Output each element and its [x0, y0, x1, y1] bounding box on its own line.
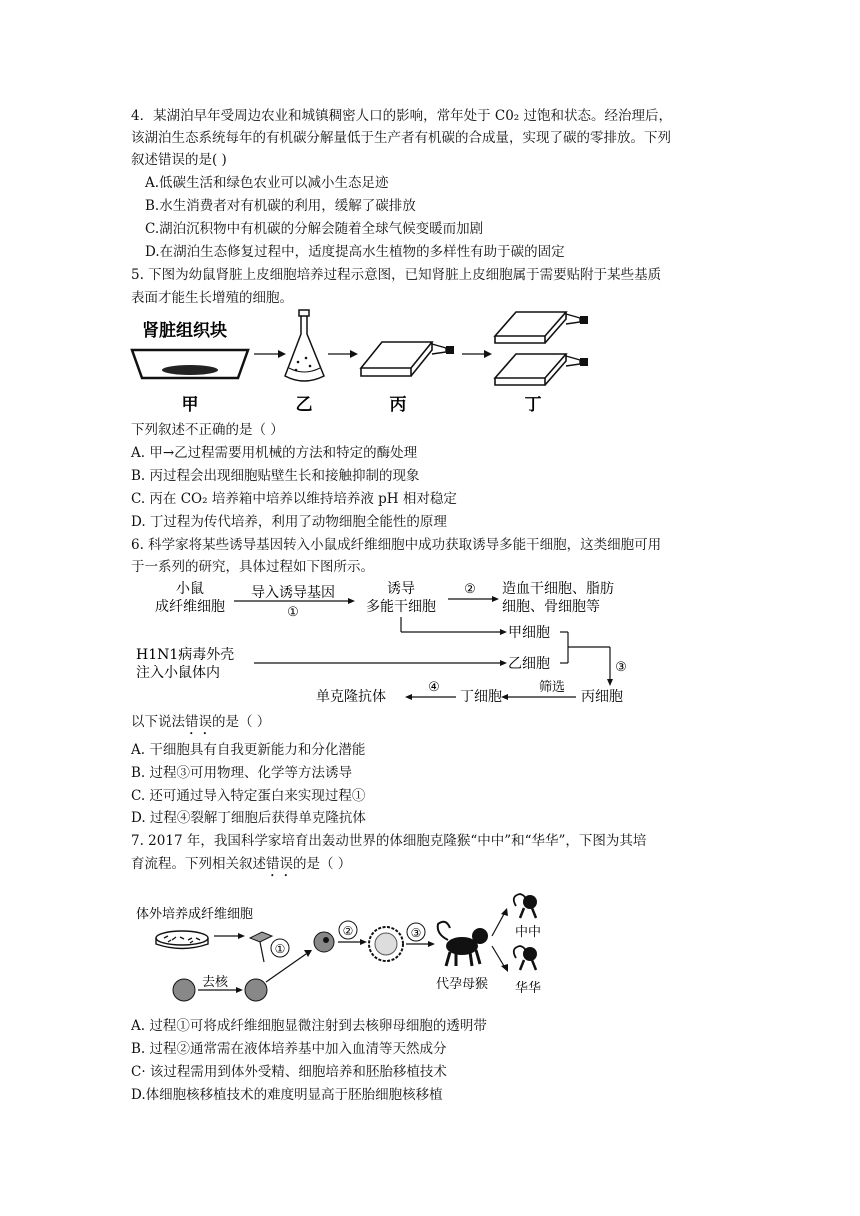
q5-stem-line2: 表面才能生长增殖的细胞。 [131, 290, 293, 306]
step3-number: ③ [410, 926, 422, 940]
q7-option-d: D.体细胞核移植技术的难度明显高于胚胎细胞核移植 [131, 1087, 443, 1103]
enucleated-oocyte-icon [245, 979, 267, 1001]
baby-monkey-huahua-icon [514, 946, 537, 970]
q4-option-c: C.湖泊沉积物中有机碳的分解会随着全球气候变暖而加剧 [145, 221, 484, 237]
q5-option-a: A. 甲→乙过程需要用机械的方法和特定的酶处理 [131, 445, 418, 461]
q4-option-a: A.低碳生活和绿色农业可以减小生态足迹 [145, 175, 389, 191]
cell-bing-label: 丙细胞 [581, 689, 623, 705]
q6-prompt: 以下说法错误的是（ ） [131, 714, 271, 730]
mouse-label-2: 成纤维细胞 [155, 599, 225, 615]
mouse-label-1: 小鼠 [176, 581, 204, 597]
q6-option-d: D. 过程④裂解丁细胞后获得单克隆抗体 [131, 810, 366, 826]
ips-label-1: 诱导 [387, 581, 415, 597]
q7-stem-line2: 育流程。下列相关叙述错误的是（ ） [131, 856, 352, 872]
arrow2-number: ② [464, 582, 476, 597]
q5-option-c: C. 丙在 CO₂ 培养箱中培养以维持培养液 pH 相对稳定 [131, 491, 457, 507]
screen-label: 筛选 [538, 680, 566, 695]
q4-stem-line2: 该湖泊生态系统每年的有机碳分解量低于生产者有机碳的合成量，实现了碳的零排放。下列 [131, 130, 671, 146]
oocyte-icon [173, 979, 195, 1001]
arrow4-number: ④ [428, 680, 440, 695]
differentiated-label-1: 造血干细胞、脂肪 [502, 581, 614, 597]
petri-dish-icon [156, 931, 208, 949]
surrogate-label: 代孕母猴 [435, 977, 489, 992]
q7-option-b: B. 过程②通常需在液体培养基中加入血清等天然成分 [131, 1041, 447, 1057]
stage-label-bing: 丙 [389, 395, 407, 415]
q7-stem-line1: 7. 2017 年，我国科学家培育出轰动世界的体细胞克隆猴“中中”和“华华”，下图为其培 [131, 833, 647, 849]
q4-stem-line1: 4．某湖泊早年受周边农业和城镇稠密人口的影响，常年处于 C0₂ 过饱和状态。经治理后， [131, 108, 673, 124]
baby-monkey-zhongzhong-icon [514, 894, 537, 918]
q4-option-d: D.在湖泊生态修复过程中，适度提高水生植物的多样性有助于碳的固定 [145, 244, 565, 260]
flask-icon [285, 310, 324, 381]
cell-yi-label: 乙细胞 [508, 656, 550, 672]
stage-label-ding: 丁 [524, 395, 542, 415]
differentiated-label-2: 细胞、骨细胞等 [502, 599, 600, 615]
arrow1-number: ① [287, 605, 299, 620]
surrogate-monkey-icon [438, 922, 488, 966]
q5-culture-diagram [128, 306, 608, 420]
q4-stem-line3: 叙述错误的是( ) [131, 152, 227, 168]
q6-option-a: A. 干细胞具有自我更新能力和分化潜能 [131, 742, 366, 758]
enucleate-label: 去核 [202, 975, 229, 990]
culture-bottle-icon [361, 342, 454, 376]
baby2-label: 华华 [514, 981, 542, 996]
q7-cloning-diagram [132, 890, 562, 1010]
q5-prompt: 下列叙述不正确的是（ ） [131, 422, 284, 438]
q6-stem-line2: 于一系列的研究，具体过程如下图所示。 [131, 559, 374, 575]
q5-option-b: B. 丙过程会出现细胞贴壁生长和接触抑制的现象 [131, 468, 420, 484]
culture-label: 体外培养成纤维细胞 [136, 907, 254, 922]
fibroblast-icon [250, 932, 272, 942]
cell-ding-label: 丁细胞 [460, 689, 502, 705]
baby1-label: 中中 [514, 925, 542, 940]
tissue-block-icon [162, 365, 218, 375]
q6-stem-line1: 6. 科学家将某些诱导基因转入小鼠成纤维细胞中成功获取诱导多能干细胞，这类细胞可用 [131, 537, 662, 553]
stage-label-yi: 乙 [295, 395, 313, 415]
step2-number: ② [342, 924, 354, 938]
q7-option-c: C· 该过程需用到体外受精、细胞培养和胚胎移植技术 [131, 1064, 447, 1080]
arrow3-number: ③ [615, 660, 627, 675]
q4-option-b: B.水生消费者对有机碳的利用，缓解了碳排放 [145, 198, 416, 214]
stage-label-jia: 甲 [181, 395, 199, 415]
q7-option-a: A. 过程①可将成纤维细胞显微注射到去核卵母细胞的透明带 [131, 1018, 487, 1034]
virus-label-1: H1N1病毒外壳 [136, 647, 235, 663]
q6-option-c: C. 还可通过导入特定蛋白来实现过程① [131, 788, 366, 804]
q5-option-d: D. 丁过程为传代培养，利用了动物细胞全能性的原理 [131, 514, 447, 530]
q6-ips-flowchart [130, 577, 650, 711]
subculture-bottle-bottom-icon [495, 354, 588, 385]
q5-stem-line1: 5. 下图为幼鼠肾脏上皮细胞培养过程示意图，已知肾脏上皮细胞属于需要贴附于某些基质 [131, 267, 662, 283]
subculture-bottle-top-icon [495, 312, 588, 343]
tissue-label: 肾脏组织块 [142, 321, 227, 341]
step1-number: ① [274, 942, 286, 956]
monoclonal-antibody-label: 单克隆抗体 [316, 689, 386, 705]
virus-label-2: 注入小鼠体内 [136, 665, 220, 681]
ips-label-2: 多能干细胞 [366, 599, 436, 615]
arrow1-label: 导入诱导基因 [251, 585, 335, 601]
q6-option-b: B. 过程③可用物理、化学等方法诱导 [131, 765, 353, 781]
cell-jia-label: 甲细胞 [508, 625, 550, 641]
